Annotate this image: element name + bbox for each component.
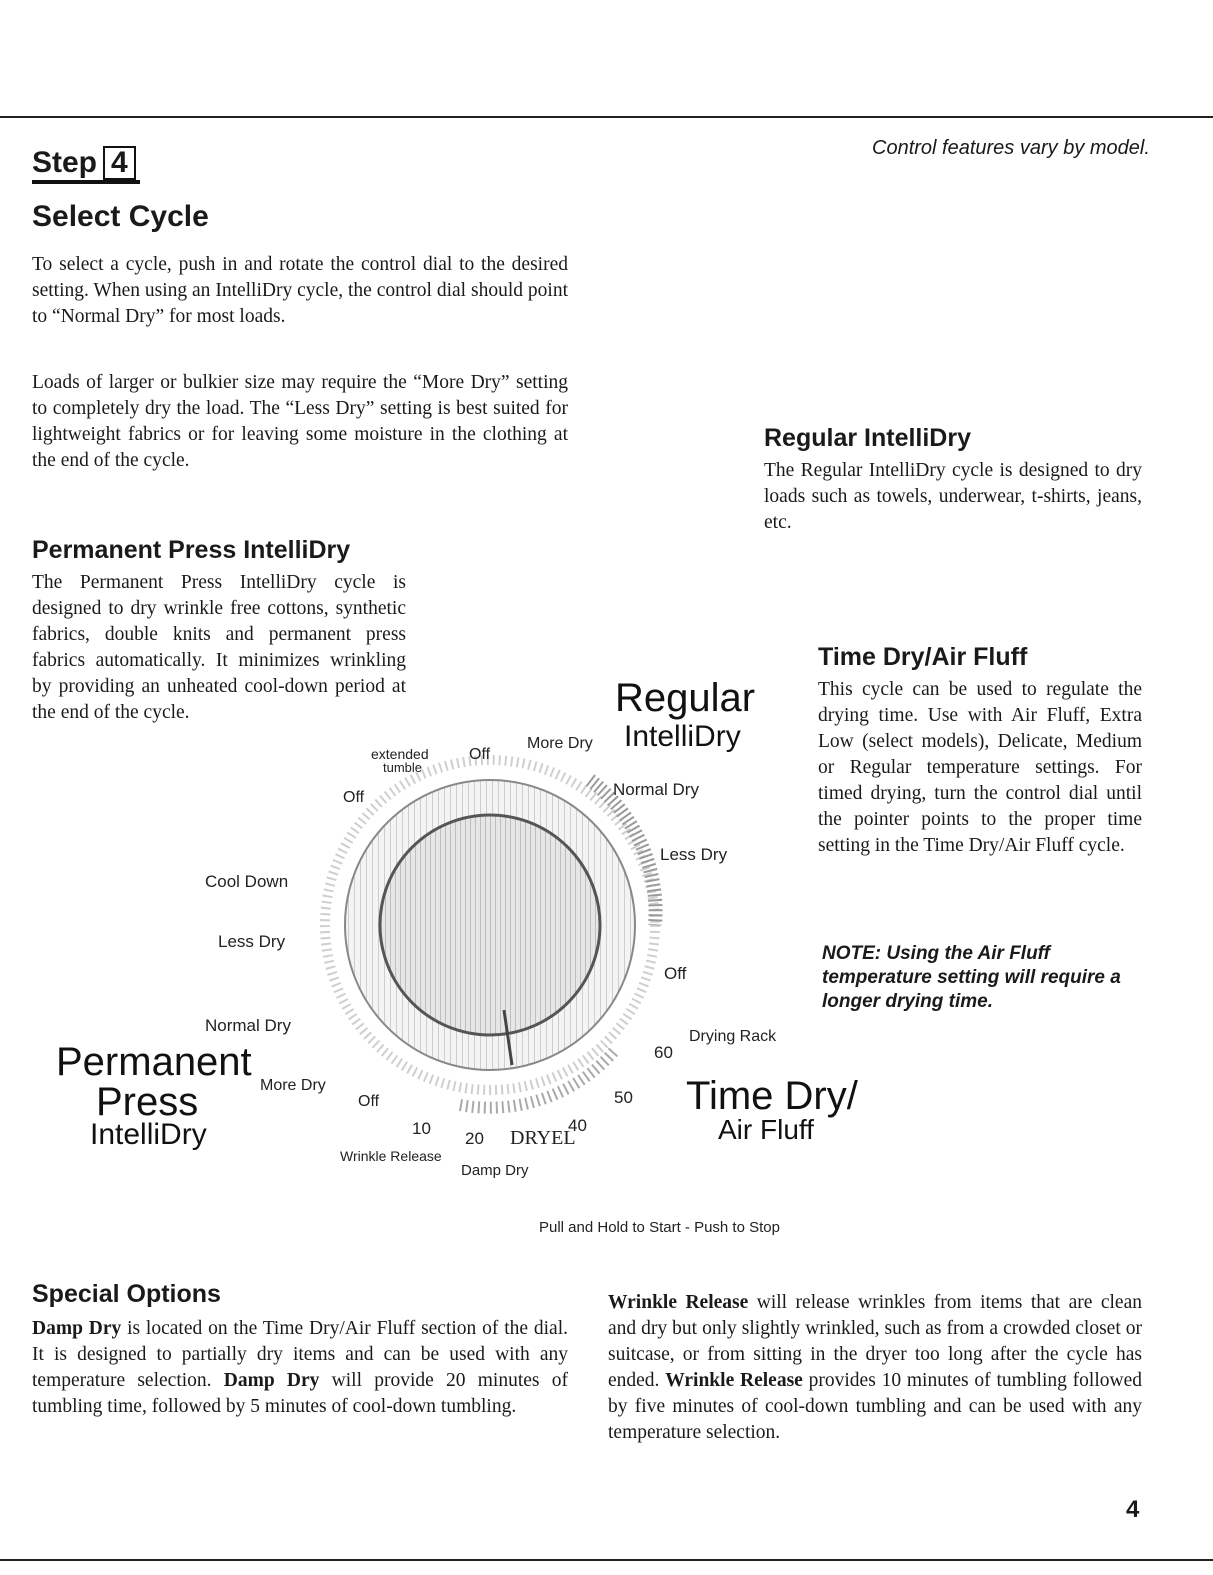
- step-heading: [32, 146, 140, 184]
- dial-time-20: 20: [465, 1129, 484, 1148]
- time-dry-big-line-1: Time Dry/: [686, 1074, 858, 1118]
- dial-time-60: 60: [654, 1043, 673, 1062]
- permanent-press-body: The Permanent Press IntelliDry cycle is designed to dry wrinkle free cottons, synthetic fabrics, double knits and permanent press fabrics automatically. It minimizes wrinkling by providing an unheated cool-down period at the end of the cycle.: [32, 572, 406, 723]
- dial-inner-face: [380, 815, 600, 1035]
- permanent-press-title: Permanent Press IntelliDry: [32, 536, 351, 564]
- dial-off-right: Off: [664, 964, 687, 983]
- dial-caption: Pull and Hold to Start - Push to Stop: [539, 1219, 780, 1236]
- regular-intellidry-title: Regular IntelliDry: [764, 424, 971, 452]
- damp-dry-label: Damp Dry: [32, 1318, 122, 1339]
- dial-off-top: Off: [469, 746, 491, 763]
- wrinkle-release-label: Wrinkle Release: [608, 1292, 749, 1313]
- bottom-rule: [0, 1559, 1213, 1561]
- dial-off-left: Off: [343, 789, 365, 806]
- dial-time-40: 40: [568, 1116, 587, 1135]
- air-fluff-note: NOTE: Using the Air Fluff temperature setting will require a longer drying time.: [822, 943, 1121, 1012]
- dial-extended-tumble-1: extended: [371, 746, 429, 762]
- air-fluff-big-line-2: Air Fluff: [718, 1114, 814, 1145]
- dial-drying-rack: Drying Rack: [689, 1028, 777, 1045]
- wrinkle-release-text-1: will release wrinkles from items that are clean and dry but only slightly wrinkled, such as from a crowded closet or suitcase, or from sitting in the dryer too long after the cycle has ended.: [608, 1292, 1142, 1391]
- regular-dial-label: Regular: [615, 676, 756, 720]
- dial-less-dry-right: Less Dry: [660, 845, 728, 864]
- damp-dry-text-1: is located on the Time Dry/Air Fluff section of the dial. It is designed to partially dry items and can be used with any temperature selection.: [32, 1318, 568, 1391]
- time-dry-title: Time Dry/Air Fluff: [818, 643, 1028, 671]
- permanent-press-big-line-3: IntelliDry: [90, 1118, 207, 1151]
- dial-cool-down: Cool Down: [205, 872, 289, 891]
- step-number: 4: [103, 146, 136, 180]
- dial-normal-dry-right: Normal Dry: [613, 780, 699, 799]
- permanent-press-big-line-1: Permanent: [56, 1040, 252, 1084]
- wrinkle-release-label-2: Wrinkle Release: [665, 1370, 803, 1391]
- dial-time-50: 50: [614, 1088, 633, 1107]
- time-dry-body: This cycle can be used to regulate the drying time. Use with Air Fluff, Extra Low (select models), Delicate, Medium or Regular temperature settings. For timed drying, turn the control dial until the pointer points to the proper time setting in the Time Dry/Air Fluff cycle.: [818, 679, 1142, 856]
- dial-normal-dry-left: Normal Dry: [205, 1016, 291, 1035]
- dial-wrinkle-release: Wrinkle Release: [340, 1148, 442, 1164]
- dial-more-dry-top: More Dry: [527, 735, 593, 752]
- regular-intellidry-body: The Regular IntelliDry cycle is designed to dry loads such as towels, underwear, t-shirts, jeans, etc.: [764, 460, 1142, 533]
- special-options-title: Special Options: [32, 1280, 221, 1308]
- permanent-press-big-line-2: Press: [96, 1080, 199, 1124]
- dial-more-dry-left: More Dry: [260, 1077, 326, 1094]
- dial-time-10: 10: [412, 1119, 431, 1138]
- select-cycle-para-2: Loads of larger or bulkier size may require the “More Dry” setting to completely dry the load. The “Less Dry” setting is best suited for lightweight fabrics or for leaving some moisture in the clothing at the end of the cycle.: [32, 372, 568, 471]
- damp-dry-paragraph: [32, 1316, 568, 1420]
- damp-dry-label-2: Damp Dry: [223, 1370, 320, 1391]
- wrinkle-release-paragraph: [608, 1290, 1142, 1446]
- dial-off-bottom: Off: [358, 1093, 380, 1110]
- dial-dryel: DRYEL: [510, 1127, 576, 1149]
- select-cycle-title: Select Cycle: [32, 200, 209, 233]
- dial-damp-dry: Damp Dry: [461, 1162, 529, 1179]
- damp-dry-text-2: will provide 20 minutes of tumbling time, followed by 5 minutes of cool-down tumbling.: [32, 1370, 568, 1417]
- regular-intellidry-dial-label: IntelliDry: [624, 720, 741, 753]
- control-features-note: Control features vary by model.: [872, 137, 1150, 159]
- top-rule: [0, 116, 1213, 118]
- step-word: Step: [32, 146, 98, 179]
- dial-less-dry-left: Less Dry: [218, 932, 286, 951]
- dial-extended-tumble-2: tumble: [383, 760, 423, 775]
- select-cycle-para-1: To select a cycle, push in and rotate the control dial to the desired setting. When using an IntelliDry cycle, the control dial should point to “Normal Dry” for most loads.: [32, 254, 568, 327]
- wrinkle-release-text-2: provides 10 minutes of tumbling followed by five minutes of cool-down tumbling and can be used with any temperature selection.: [608, 1370, 1142, 1443]
- page-number: 4: [1126, 1496, 1140, 1523]
